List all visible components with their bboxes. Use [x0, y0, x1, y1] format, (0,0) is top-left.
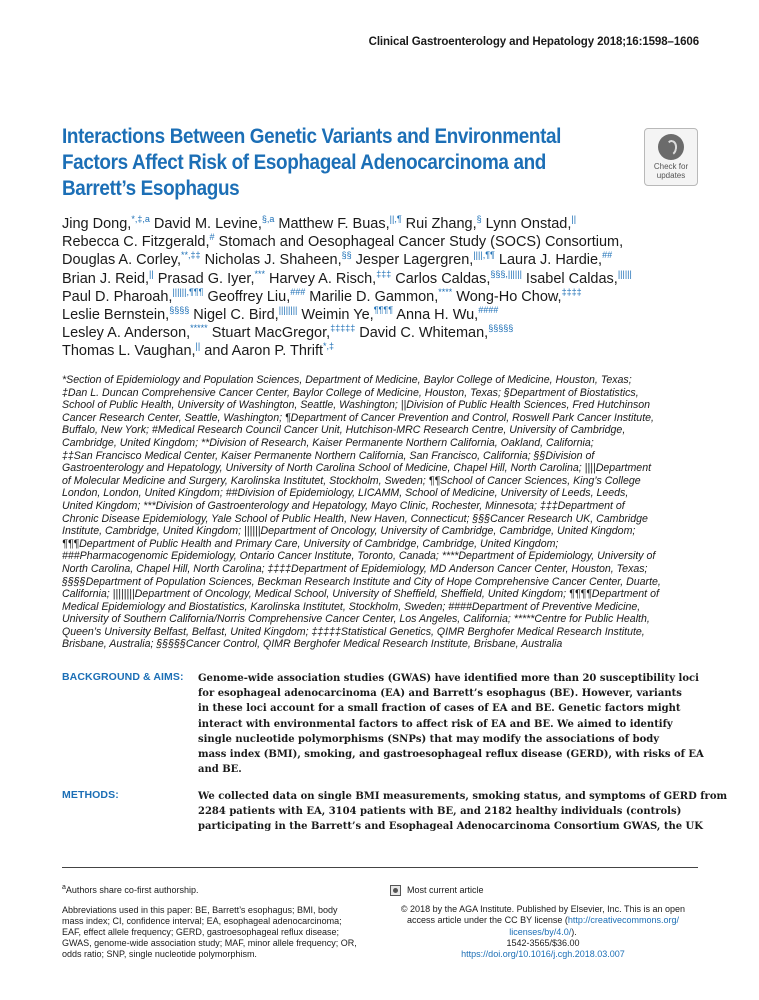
- author-name[interactable]: Matthew F. Buas,: [274, 216, 390, 232]
- author-name[interactable]: Geoffrey Liu,: [203, 288, 291, 305]
- affiliation-line: of Molecular Medicine and Surgery, Karolinska Institutet, Stockholm, Sweden; ¶¶School of Cancer Sciences, King’s College: [62, 474, 641, 487]
- author-list: [62, 215, 702, 361]
- body-line: single nucleotide polymorphisms (SNPs) that may modify the associations of body: [198, 733, 660, 745]
- cofirst-note: [62, 885, 378, 896]
- title-line: Factors Affect Risk of Esophageal Adenocarcinoma and: [62, 151, 547, 174]
- abbreviations-line: EAF, effect allele frequency; GERD, gastroesophageal reflux disease;: [62, 927, 339, 937]
- affiliation-marker[interactable]: ####: [478, 305, 499, 316]
- author-name[interactable]: Rui Zhang,: [401, 216, 477, 232]
- affiliation-marker[interactable]: ****: [438, 286, 453, 297]
- author-line: [62, 342, 702, 360]
- issn: 1542-3565/$36.00: [506, 937, 580, 948]
- body-line: participating in the Barrett’s and Esophageal Adenocarcinoma Consortium GWAS, the UK: [198, 821, 703, 833]
- author-name[interactable]: Wong-Ho Chow,: [452, 288, 562, 305]
- body-line: 2284 patients with EA, 3104 patients with BE, and 2182 healthy individuals (controls): [198, 806, 682, 818]
- affiliation-marker[interactable]: ||||,¶¶: [473, 250, 495, 261]
- affiliation-line: London, London, United Kingdom; ##Division of Epidemiology, LICAMM, School of Medicine, University of Leeds, Leeds,: [62, 487, 629, 500]
- affiliation-marker[interactable]: ||,¶: [389, 214, 402, 224]
- affiliation-line: Brisbane, Australia; §§§§§Cancer Control, QIMR Berghofer Medical Research Institute, Brisbane, Australia: [62, 638, 563, 651]
- body-line: mass index (BMI), smoking, and gastroesophageal reflux disease (GERD), with risks of EA: [198, 749, 704, 761]
- license-link[interactable]: licenses/by/4.0/: [509, 926, 572, 937]
- affiliation-marker[interactable]: ##: [602, 250, 613, 261]
- author-name[interactable]: Stuart MacGregor,: [207, 325, 331, 342]
- copyright-line: [388, 915, 698, 926]
- affiliation-marker[interactable]: §§: [341, 250, 352, 261]
- affiliation-line: Institute, Cambridge, United Kingdom; ||||||Department of Oncology, University of Cambridge, Cambridge, United Kingdom;: [62, 525, 636, 538]
- footnote-divider: [62, 867, 698, 868]
- affiliation-line: Cambridge, United Kingdom; **Division of Research, Kaiser Permanente Northern California, Oakland, California;: [62, 436, 594, 449]
- affiliation-line: California; ||||||||Department of Oncology, Medical School, University of Sheffield, Sheffield, United Kingdom; ¶¶¶¶Department of: [62, 588, 659, 601]
- check-for-updates-icon: [658, 134, 684, 160]
- abbreviations-line: Abbreviations used in this paper: BE, Barrett’s esophagus; BMI, body: [62, 905, 338, 915]
- affiliation-marker[interactable]: ||: [195, 341, 201, 352]
- most-current-label: Most current article: [407, 885, 484, 895]
- author-line: [62, 306, 702, 324]
- affiliation-marker[interactable]: *,‡,a: [131, 214, 150, 224]
- affiliation-marker[interactable]: §§§§: [169, 305, 190, 316]
- affiliation-line: School of Public Health, University of Washington, Seattle, Washington; ||Division of Public Health Sciences, Fred Hutchinson: [62, 399, 651, 412]
- author-line: [62, 215, 702, 233]
- affiliation-line: Queen’s University Belfast, Belfast, United Kingdom; ‡‡‡‡‡Statistical Genetics, QIMR Berghofer Medical Research Institute,: [62, 625, 645, 638]
- affiliation-marker[interactable]: ###: [290, 286, 306, 297]
- author-name[interactable]: and Aaron P. Thrift: [200, 343, 324, 360]
- author-name[interactable]: David C. Whiteman,: [355, 325, 489, 342]
- affiliation-line: ‡Dan L. Duncan Comprehensive Cancer Center, Baylor College of Medicine, Houston, Texas; §Department of Biostatistics,: [62, 386, 639, 399]
- check-for-updates-button[interactable]: [644, 128, 698, 186]
- copyright-text: ).: [571, 926, 577, 937]
- affiliation-marker[interactable]: ||||||: [617, 268, 632, 279]
- affiliation-marker[interactable]: §,a: [261, 214, 275, 224]
- author-name[interactable]: Nigel C. Bird,: [189, 307, 279, 324]
- affiliation-marker[interactable]: ***: [254, 268, 265, 279]
- affiliation-marker[interactable]: ‡‡‡‡: [561, 286, 582, 297]
- affiliation-marker[interactable]: ‡‡‡‡‡: [330, 323, 356, 334]
- affiliation-line: Chronic Disease Epidemiology, Yale School of Public Health, New Haven, Connecticut; §§§Cancer Research UK, Cambridge: [62, 512, 648, 525]
- section-label: BACKGROUND & AIMS:: [62, 671, 184, 683]
- affiliation-line: ‡‡San Francisco Medical Center, Kaiser Permanente Northern California, San Francisco, California; §§Division of: [62, 449, 595, 462]
- affiliation-marker[interactable]: ||: [149, 268, 154, 279]
- author-line: [62, 233, 702, 251]
- affiliation-line: United Kingdom; ***Division of Gastroenterology and Hepatology, Mayo Clinic, Rochester, Minnesota; ‡‡‡Department of: [62, 499, 625, 512]
- copyright-text: access article under the CC BY license (: [407, 915, 568, 926]
- author-line: [62, 270, 702, 288]
- body-line: Genome-wide association studies (GWAS) have identified more than 20 susceptibility loci: [198, 673, 699, 684]
- author-name[interactable]: Rebecca C. Fitzgerald,: [62, 234, 210, 251]
- author-name[interactable]: Isabel Caldas,: [521, 270, 618, 287]
- affiliations: [62, 374, 698, 651]
- body-line: interact with environmental factors to affect risk of EA and BE. We aimed to identify: [198, 718, 673, 730]
- affiliation-line: Medical Epidemiology and Biostatistics, Karolinska Institutet, Stockholm, Sweden; ####Department of Preventive Medicine,: [62, 600, 641, 613]
- author-name[interactable]: Weimin Ye,: [297, 307, 374, 324]
- affiliation-marker[interactable]: §§§§§: [488, 323, 514, 334]
- affiliation-marker[interactable]: ||||||||: [278, 305, 298, 316]
- copyright-line: [388, 927, 698, 938]
- author-name[interactable]: Thomas L. Vaughan,: [62, 343, 196, 360]
- author-name[interactable]: Lesley A. Anderson,: [62, 325, 191, 342]
- author-name[interactable]: David M. Levine,: [149, 216, 262, 232]
- body-line: and BE.: [198, 764, 242, 776]
- affiliation-line: Gastroenterology and Hepatology, University of North Carolina School of Medicine, Chapel Hill, North Carolina; ||||Department: [62, 462, 652, 475]
- abbreviations-line: mass index; CI, confidence interval; EA, esophageal adenocarcinoma;: [62, 916, 342, 926]
- footnotes-left: [62, 885, 378, 960]
- most-current-article-icon: [390, 885, 401, 896]
- most-current-article[interactable]: [390, 885, 698, 896]
- author-name[interactable]: Nicholas J. Shaheen,: [200, 252, 342, 269]
- check-for-updates-label: Check for: [653, 162, 689, 171]
- author-name[interactable]: Lynn Onstad,: [481, 216, 572, 232]
- affiliation-line: ###Pharmacogenomic Epidemiology, Ontario Cancer Institute, Toronto, Canada; ****Department of Epidemiology, University of: [62, 550, 656, 563]
- affiliation-marker[interactable]: **,‡‡: [181, 250, 201, 261]
- cofirst-text: Authors share co-first authorship.: [65, 885, 199, 895]
- author-line: [62, 288, 702, 306]
- affiliation-line: *Section of Epidemiology and Population Sciences, Department of Medicine, Baylor College of Medicine, Houston, Texas;: [62, 374, 632, 386]
- footnotes-right: [388, 885, 698, 960]
- affiliation-line: §§§§Department of Population Sciences, Beckman Research Institute and City of Hope Comprehensive Cancer Center, Duarte,: [62, 575, 661, 588]
- affiliation-marker[interactable]: *****: [190, 323, 208, 334]
- body-line: for esophageal adenocarcinoma (EA) and Barrett’s esophagus (BE). However, variants: [198, 688, 682, 700]
- footnote-marker: a: [62, 884, 66, 891]
- author-line: [62, 324, 702, 342]
- affiliation-line: Buffalo, New York; #Medical Research Council Cancer Unit, Hutchison-MRC Research Centre, University of Cambridge,: [62, 424, 626, 437]
- body-line: We collected data on single BMI measurements, smoking status, and symptoms of GERD from: [198, 791, 728, 802]
- author-name[interactable]: Harvey A. Risch,: [265, 270, 377, 287]
- affiliation-marker[interactable]: ¶¶¶¶: [373, 305, 394, 316]
- affiliation-line: Cancer Research Center, Seattle, Washington; ¶Department of Cancer Prevention and Control, Roswell Park Cancer Institute,: [62, 411, 654, 424]
- abbreviations-line: GWAS, genome-wide association study; MAF, minor allele frequency; OR,: [62, 938, 357, 948]
- doi-link[interactable]: https://doi.org/10.1016/j.cgh.2018.03.007: [461, 949, 625, 960]
- affiliation-marker[interactable]: #: [209, 232, 215, 243]
- affiliation-marker[interactable]: ||: [571, 214, 577, 224]
- title-line: Interactions Between Genetic Variants and Environmental: [62, 125, 562, 148]
- check-for-updates-label: updates: [656, 171, 686, 180]
- abbreviations-line: odds ratio; SNP, single nucleotide polymorphism.: [62, 949, 257, 959]
- copyright-line: © 2018 by the AGA Institute. Published by Elsevier, Inc. This is an open: [400, 904, 686, 915]
- affiliation-marker[interactable]: ||||||,¶¶¶: [172, 286, 204, 297]
- section-body: [198, 789, 728, 835]
- affiliation-marker[interactable]: §§§,||||||: [490, 268, 522, 279]
- author-name[interactable]: Anna H. Wu,: [393, 307, 479, 324]
- author-name[interactable]: Laura J. Hardie,: [494, 252, 603, 269]
- title-line: Barrett’s Esophagus: [62, 177, 240, 200]
- affiliation-marker[interactable]: *,‡: [323, 341, 335, 352]
- body-line: in these loci account for a small fraction of cases of EA and BE. Genetic factors might: [198, 703, 681, 715]
- license-link[interactable]: http://creativecommons.org/: [567, 915, 679, 926]
- affiliation-marker[interactable]: §: [476, 214, 482, 224]
- article-title: [62, 124, 566, 202]
- journal-header: Clinical Gastroenterology and Hepatology 2018;16:1598–1606: [368, 36, 699, 48]
- affiliation-line: North Carolina, Chapel Hill, North Carolina; ‡‡‡‡Department of Epidemiology, MD Anderson Cancer Center, Houston, Texas;: [62, 562, 648, 575]
- author-name[interactable]: Jesper Lagergren,: [351, 252, 474, 269]
- author-name[interactable]: Douglas A. Corley,: [62, 252, 182, 269]
- section-label: METHODS:: [62, 789, 119, 801]
- author-name[interactable]: Marilie D. Gammon,: [305, 288, 439, 305]
- affiliation-line: University of Southern California/Norris Comprehensive Cancer Center, Los Angeles, California; *****Centre for Public Health,: [62, 613, 650, 626]
- author-name[interactable]: Jing Dong,: [62, 216, 132, 232]
- section-body: [198, 671, 704, 777]
- author-name[interactable]: Paul D. Pharoah,: [62, 288, 173, 305]
- author-name[interactable]: Brian J. Reid,: [62, 270, 150, 287]
- author-name[interactable]: Carlos Caldas,: [391, 270, 491, 287]
- author-name[interactable]: Prasad G. Iyer,: [153, 270, 255, 287]
- affiliation-marker[interactable]: ‡‡‡: [376, 268, 392, 279]
- consortium-name: Stomach and Oesophageal Cancer Study (SOCS) Consortium,: [214, 234, 624, 251]
- affiliation-line: ¶¶¶Department of Public Health and Primary Care, University of Cambridge, Cambridge, United Kingdom;: [62, 537, 559, 550]
- author-name[interactable]: Leslie Bernstein,: [62, 307, 170, 324]
- author-line: [62, 251, 702, 269]
